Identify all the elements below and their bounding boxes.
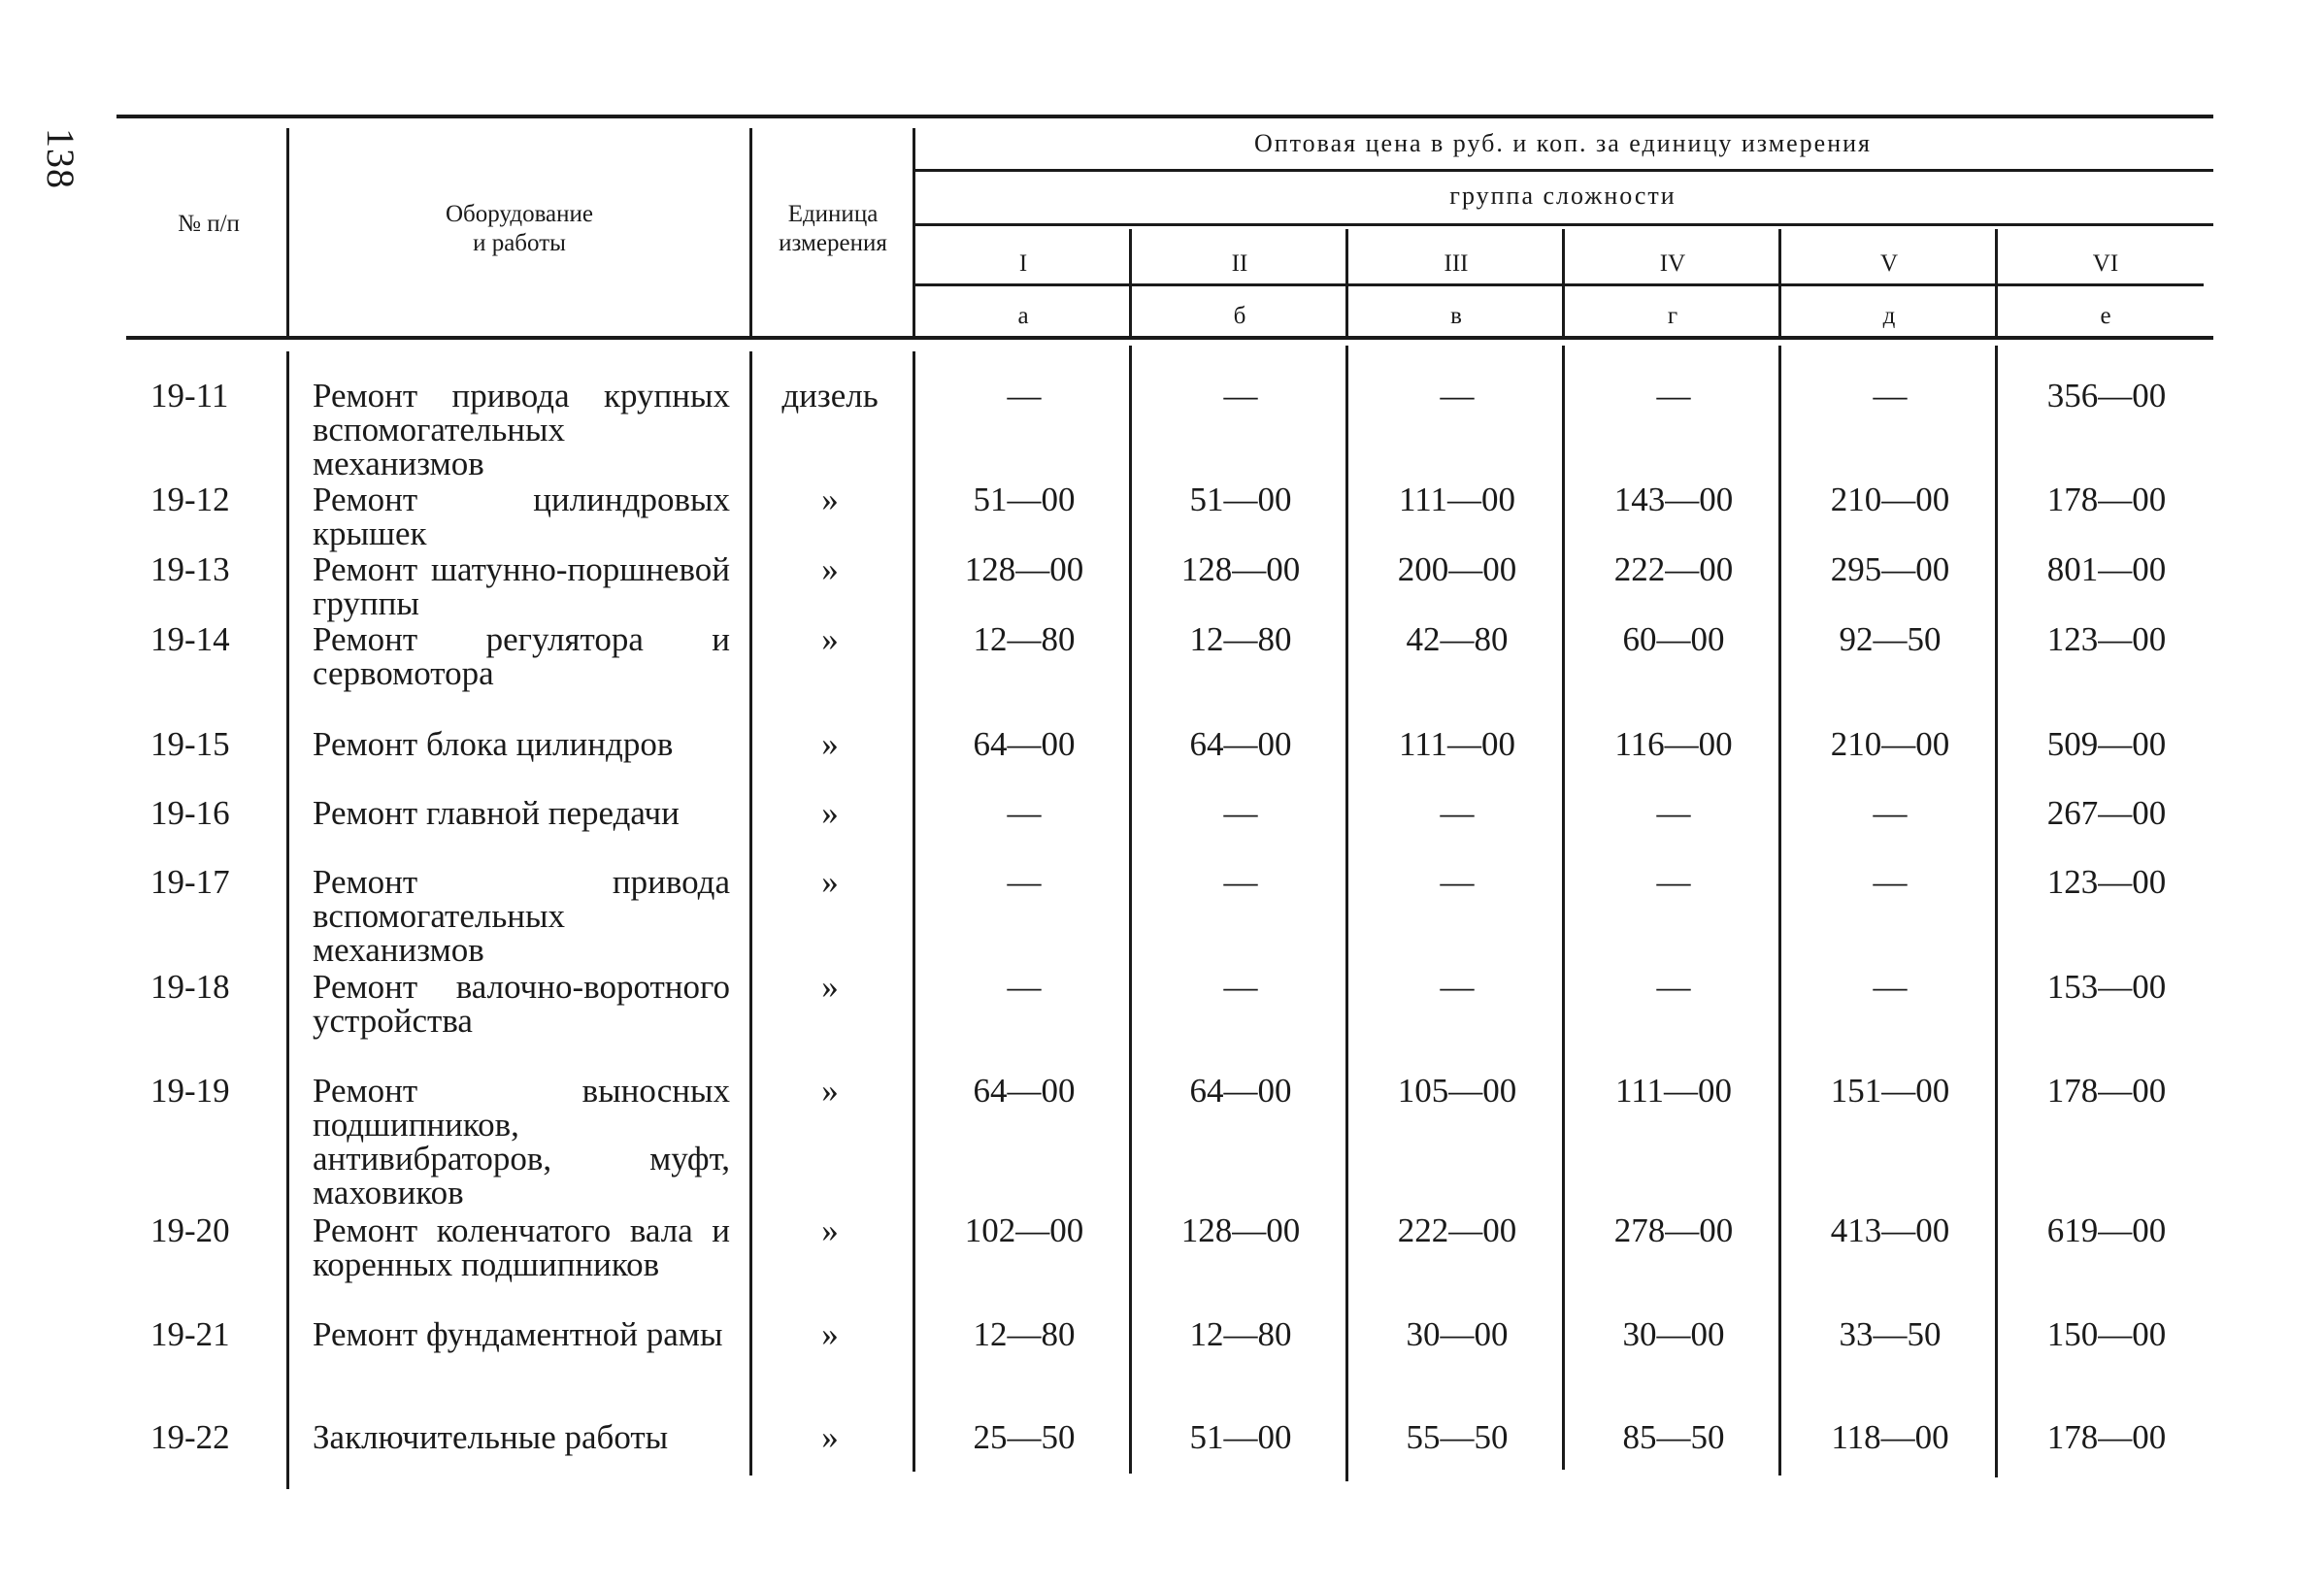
price-group-2: 128—00: [1180, 550, 1301, 588]
group-roman-label: II: [1231, 250, 1248, 277]
group-roman-label: VI: [2092, 250, 2119, 277]
row-number: 19-15: [150, 725, 230, 763]
price-group-3: —: [1440, 377, 1475, 415]
price-group-4: —: [1656, 968, 1691, 1006]
price-group-1: —: [1007, 794, 1042, 832]
row-number: 19-22: [150, 1418, 230, 1456]
row-number: 19-17: [150, 863, 230, 901]
row-unit: »: [821, 481, 839, 518]
header-work-line1: Оборудование: [445, 201, 593, 227]
price-group-5: —: [1873, 863, 1908, 901]
row-work-description: Ремонт фундаментной рамы: [313, 1315, 723, 1353]
group-roman-label: IV: [1659, 250, 1686, 277]
row-number: 19-20: [150, 1211, 230, 1249]
price-group-3: 105—00: [1397, 1072, 1517, 1110]
complexity-rule: [913, 223, 2213, 226]
group-letter-label: е: [2100, 303, 2111, 329]
price-group-5: 92—50: [1839, 620, 1942, 658]
price-group-1: —: [1007, 377, 1042, 415]
row-work-description: Ремонт коленчатого вала и коренных подшипников: [313, 1211, 730, 1283]
row-unit: »: [821, 794, 839, 832]
row-number: 19-19: [150, 1072, 230, 1110]
price-group-6: 801—00: [2046, 550, 2167, 588]
price-group-1: 51—00: [973, 481, 1076, 518]
header-num: № п/п: [178, 211, 240, 237]
price-group-1: 25—50: [973, 1418, 1076, 1456]
price-group-2: 64—00: [1189, 725, 1292, 763]
row-number: 19-13: [150, 550, 230, 588]
column-divider: [286, 351, 289, 1489]
column-divider: [913, 351, 915, 1472]
row-unit: »: [821, 620, 839, 658]
price-group-6: 150—00: [2046, 1315, 2167, 1353]
row-unit: »: [821, 968, 839, 1006]
price-group-5: —: [1873, 794, 1908, 832]
row-work-description: Ремонт валочно-воротного устройства: [313, 968, 730, 1040]
price-group-6: 153—00: [2046, 968, 2167, 1006]
price-group-1: 12—80: [973, 620, 1076, 658]
price-group-6: 123—00: [2046, 863, 2167, 901]
column-divider: [1562, 346, 1565, 1470]
price-group-2: —: [1223, 968, 1258, 1006]
column-divider: [1562, 229, 1565, 338]
price-group-4: 116—00: [1614, 725, 1733, 763]
header-unit-line1: Единица: [787, 201, 879, 227]
column-divider: [1778, 229, 1781, 338]
price-group-6: 619—00: [2046, 1211, 2167, 1249]
price-group-2: 51—00: [1189, 481, 1292, 518]
row-work-description: Заключительные работы: [313, 1418, 669, 1456]
column-divider: [1129, 346, 1132, 1474]
group-letter-label: а: [1017, 303, 1029, 329]
price-group-6: 509—00: [2046, 725, 2167, 763]
price-group-4: 30—00: [1622, 1315, 1725, 1353]
group-roman-label: V: [1879, 250, 1899, 277]
price-group-3: 222—00: [1397, 1211, 1517, 1249]
price-group-4: 143—00: [1613, 481, 1734, 518]
price-title-rule: [913, 169, 2213, 172]
price-group-5: 210—00: [1830, 481, 1950, 518]
price-group-6: 178—00: [2046, 1072, 2167, 1110]
group-letter-label: д: [1882, 303, 1896, 329]
price-group-3: 111—00: [1399, 725, 1515, 763]
row-number: 19-14: [150, 620, 230, 658]
row-number: 19-16: [150, 794, 230, 832]
row-work-description: Ремонт шатунно-поршневой группы: [313, 550, 730, 622]
row-unit: »: [821, 1211, 839, 1249]
price-group-2: —: [1223, 794, 1258, 832]
price-group-3: 55—50: [1406, 1418, 1509, 1456]
price-group-2: 64—00: [1189, 1072, 1292, 1110]
row-unit: дизель: [781, 377, 879, 415]
price-group-3: 30—00: [1406, 1315, 1509, 1353]
column-divider: [1129, 229, 1132, 338]
price-group-3: 200—00: [1397, 550, 1517, 588]
price-group-2: 128—00: [1180, 1211, 1301, 1249]
price-group-1: 64—00: [973, 1072, 1076, 1110]
row-work-description: Ремонт привода крупных вспомогательных механизмов: [313, 377, 730, 482]
price-group-6: 178—00: [2046, 481, 2167, 518]
price-group-4: 60—00: [1622, 620, 1725, 658]
page-number: 138: [39, 128, 83, 189]
header-unit-line2: измерения: [779, 230, 887, 256]
price-group-4: —: [1656, 794, 1691, 832]
price-group-6: 356—00: [2046, 377, 2167, 415]
header-bottom-rule: [126, 336, 2213, 340]
row-unit: »: [821, 1072, 839, 1110]
price-group-6: 267—00: [2046, 794, 2167, 832]
column-divider: [1345, 346, 1348, 1481]
row-work-description: Ремонт главной передачи: [313, 794, 680, 832]
column-divider: [1995, 346, 1998, 1477]
price-group-2: 51—00: [1189, 1418, 1292, 1456]
price-group-4: 85—50: [1622, 1418, 1725, 1456]
price-group-5: 33—50: [1839, 1315, 1942, 1353]
column-divider: [286, 128, 289, 336]
price-group-3: —: [1440, 968, 1475, 1006]
price-group-4: 222—00: [1613, 550, 1734, 588]
price-group-5: 413—00: [1830, 1211, 1950, 1249]
header-price-title: Оптовая цена в руб. и коп. за единицу измерения: [1253, 129, 1873, 157]
column-divider: [1995, 229, 1998, 338]
roman-underline-rule: [913, 283, 2204, 286]
row-number: 19-21: [150, 1315, 230, 1353]
row-work-description: Ремонт блока цилиндров: [313, 725, 674, 763]
price-group-2: —: [1223, 863, 1258, 901]
row-work-description: Ремонт привода вспомогательных механизмов: [313, 863, 730, 969]
price-group-6: 178—00: [2046, 1418, 2167, 1456]
row-unit: »: [821, 863, 839, 901]
price-group-1: 128—00: [964, 550, 1084, 588]
price-group-4: 111—00: [1615, 1072, 1732, 1110]
row-number: 19-11: [150, 377, 229, 415]
row-number: 19-12: [150, 481, 230, 518]
price-group-5: 210—00: [1830, 725, 1950, 763]
price-group-3: —: [1440, 863, 1475, 901]
price-group-5: 295—00: [1830, 550, 1950, 588]
price-group-2: —: [1223, 377, 1258, 415]
price-group-5: 118—00: [1831, 1418, 1949, 1456]
header-unit: [755, 200, 911, 258]
header-work: [330, 200, 709, 258]
row-number: 19-18: [150, 968, 230, 1006]
column-divider: [1778, 346, 1781, 1476]
row-work-description: Ремонт регулятора и сервомотора: [313, 620, 730, 692]
row-work-description: Ремонт выносных подшипников, антивибраторов, муфт, маховиков: [313, 1072, 730, 1211]
price-group-1: 12—80: [973, 1315, 1076, 1353]
price-group-5: 151—00: [1830, 1072, 1950, 1110]
row-work-description: Ремонт цилиндровых крышек: [313, 481, 730, 552]
price-group-5: —: [1873, 968, 1908, 1006]
price-group-1: —: [1007, 968, 1042, 1006]
price-group-5: —: [1873, 377, 1908, 415]
price-group-4: —: [1656, 863, 1691, 901]
row-unit: »: [821, 725, 839, 763]
group-roman-label: III: [1444, 250, 1469, 277]
price-group-1: 64—00: [973, 725, 1076, 763]
column-divider: [913, 128, 915, 340]
column-divider: [749, 128, 752, 336]
group-letter-label: г: [1667, 303, 1678, 329]
header-complexity-title: группа сложности: [1449, 182, 1677, 210]
group-letter-label: в: [1450, 303, 1462, 329]
price-group-3: 111—00: [1399, 481, 1515, 518]
header-work-line2: и работы: [473, 230, 566, 256]
row-unit: »: [821, 1418, 839, 1456]
price-group-4: —: [1656, 377, 1691, 415]
column-divider: [1345, 229, 1348, 338]
group-roman-label: I: [1018, 250, 1028, 277]
row-unit: »: [821, 550, 839, 588]
price-group-1: 102—00: [964, 1211, 1084, 1249]
group-letter-label: б: [1233, 303, 1246, 329]
column-divider: [749, 351, 752, 1476]
price-group-6: 123—00: [2046, 620, 2167, 658]
price-group-3: —: [1440, 794, 1475, 832]
row-unit: »: [821, 1315, 839, 1353]
price-group-2: 12—80: [1189, 1315, 1292, 1353]
price-group-1: —: [1007, 863, 1042, 901]
table-top-rule: [116, 115, 2213, 118]
price-group-2: 12—80: [1189, 620, 1292, 658]
price-group-4: 278—00: [1613, 1211, 1734, 1249]
price-group-3: 42—80: [1406, 620, 1509, 658]
